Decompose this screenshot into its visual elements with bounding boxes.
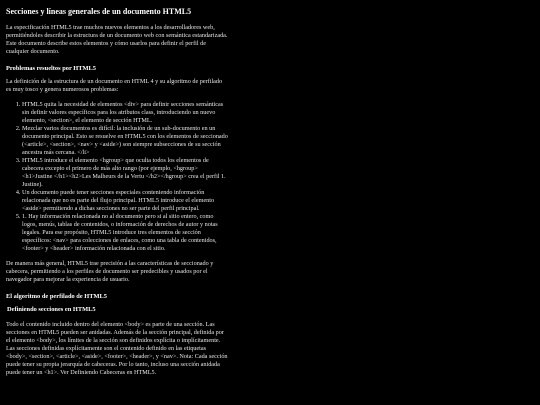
- document-body: [6, 7, 228, 384]
- intro-paragraph: La especificación HTML5 trae muchos nuevos elementos a los desarrolladores web, permitiéndoles describir la estructura de un documento web con semántica estandarizada. Este documento describe estos elementos y cómo usarlos para definir el perfil de cualquier documento.: [6, 24, 228, 55]
- list-item: 4. Un documento puede tener secciones especiales conteniendo información relacionada que no es parte del flujo principal. HTML5 introduce el elemento <aside> permitiendo a dichas secciones no ser parte del perfil principal.: [22, 189, 228, 213]
- section-heading-problems: Problemas resueltos por HTML5: [6, 65, 96, 72]
- defining-paragraph: Todo el contenido incluido dentro del elemento <body> es parte de una sección. Las secciones en HTML5 pueden ser anidadas. Además de la sección principal, definida por el elemento <body>, los límites de la sección son definidos explícita o implícitamente. Las secciones definidas explícitamente son el contenido definido en las etiquetas <body>, <section>, <article>, <aside>, <footer>, <header>, y <nav>. Nota: Cada sección puede tener su propia jerarquía de cabeceras. Por lo tanto, incluso una sección anidada puede tener un <h1>. Ver Definiendo Cabeceras en HTML5.: [6, 321, 228, 376]
- page-title: Secciones y líneas generales de un documento HTML5: [6, 7, 192, 16]
- list-item: 2. Mezclar varios documentos es difícil: la inclusión de un sub-documento en un documento principal. Esto se resuelve en HTML5 con los elementos de seccionado (<article>, <section>, <nav> y <aside>) son siempre subsecciones de su sección ancestra más cercana. </li>: [22, 125, 228, 157]
- problems-paragraph: La definición de la estructura de un documento en HTML 4 y su algoritmo de perfilado es muy tosco y genera numerosos problemas:: [6, 78, 223, 93]
- problems-list: [6, 101, 228, 253]
- list-item: 3. HTML5 introduce el elemento <hgroup> que oculta todos los elementos de cabecera excepto el primero de más alto rango (por ejemplo, <hgroup><h1>Justine </h1><h2>Les Malheurs de la Vertu </h2></hgroup> crea el perfil 1. Justine).: [22, 157, 228, 189]
- list-item: 1. HTML5 quita la necesidad de elementos <div> para definir secciones semánticas sin definir valores específicos para los atributos class, introduciendo un nuevo elemento, <section>, el elemento de sección HTML.: [22, 101, 228, 125]
- section-heading-algorithm: El algoritmo de perfilado de HTML5: [6, 293, 108, 300]
- list-item: 5. 1. Hay información relacionada no al documento pero si al sitio entero, como logos, menús, tablas de contenidos, o información de derechos de autor y notas legales. Para ese propósito, HTML5 introduce tres elementos de sección específicos: <nav> para colecciones de enlaces, como una tabla de contenidos, <footer> y <header> información relacionada con el sitio.: [22, 213, 228, 253]
- closing-paragraph: De manera más general, HTML5 trae precisión a las características de seccionado y cabecera, permitiendo a los perfiles de documento ser predecibles y usados por el navegador para mejorar la experiencia de usuario.: [6, 260, 214, 283]
- subsection-heading-defining: Definiendo secciones en HTML5: [7, 306, 96, 313]
